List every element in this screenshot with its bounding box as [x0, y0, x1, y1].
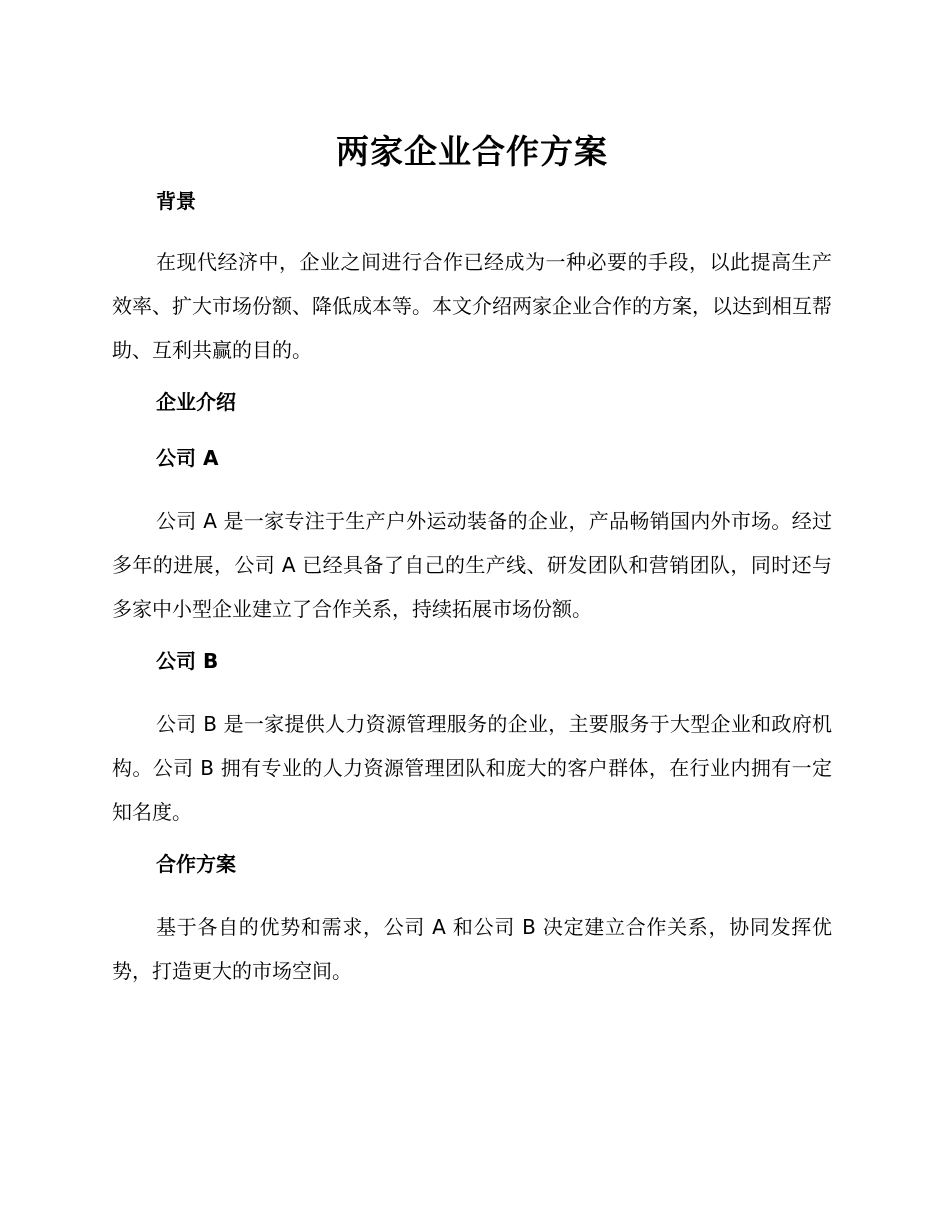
document-body: [112, 128, 832, 993]
paragraph-company-b: 公司 B 是一家提供人力资源管理服务的企业，主要服务于大型企业和政府机构。公司 B 拥有专业的人力资源管理团队和庞大的客户群体，在行业内拥有一定知名度。: [112, 712, 832, 824]
heading-company-a: 公司 A: [156, 446, 219, 470]
heading-company-intro: 企业介绍: [156, 390, 236, 414]
heading-company-b: 公司 B: [156, 649, 219, 673]
heading-background: 背景: [156, 189, 196, 213]
paragraph-cooperation-plan: 基于各自的优势和需求，公司 A 和公司 B 决定建立合作关系，协同发挥优势，打造更大的市场空间。: [112, 915, 832, 983]
paragraph-company-a: 公司 A 是一家专注于生产户外运动装备的企业，产品畅销国内外市场。经过多年的进展，公司 A 已经具备了自己的生产线、研发团队和营销团队，同时还与多家中小型企业建立了合作关系，持续拓展市场份额。: [112, 509, 832, 621]
document-title: 两家企业合作方案: [336, 132, 608, 171]
heading-cooperation-plan: 合作方案: [156, 852, 236, 876]
paragraph-background: 在现代经济中，企业之间进行合作已经成为一种必要的手段，以此提高生产效率、扩大市场份额、降低成本等。本文介绍两家企业合作的方案，以达到相互帮助、互利共赢的目的。: [112, 250, 832, 362]
